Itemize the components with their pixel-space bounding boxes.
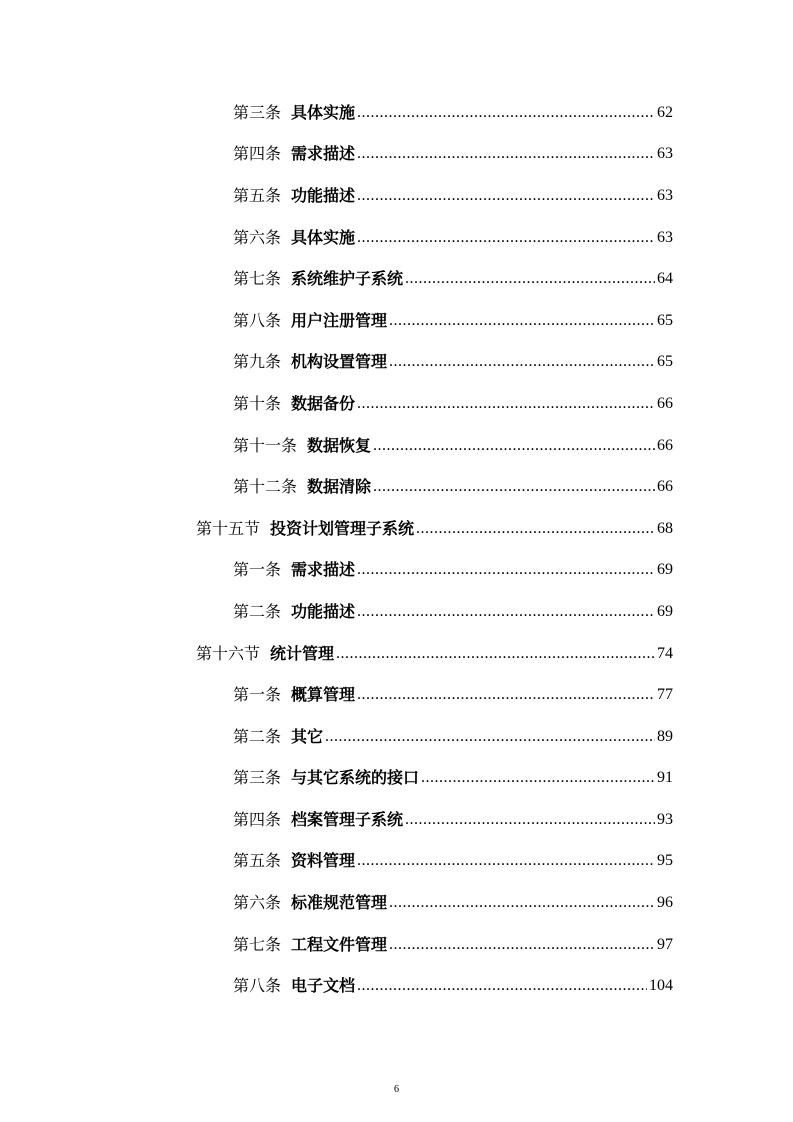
toc-article-entry[interactable] bbox=[0, 300, 673, 342]
toc-entry-title: 其它 bbox=[291, 726, 324, 746]
toc-entry-page: 91 bbox=[657, 769, 673, 787]
toc-entry-page: 66 bbox=[657, 478, 673, 496]
toc-entry-title: 功能描述 bbox=[291, 185, 356, 205]
toc-article-entry[interactable] bbox=[0, 466, 673, 508]
toc-entry-number: 第一条 bbox=[233, 685, 282, 705]
toc-article-entry[interactable] bbox=[0, 258, 673, 300]
toc-dot-leader bbox=[357, 851, 655, 871]
toc-entry-title: 需求描述 bbox=[291, 560, 356, 580]
toc-entry-number: 第八条 bbox=[233, 310, 282, 330]
toc-dot-leader bbox=[373, 477, 655, 497]
toc-article-entry[interactable] bbox=[0, 924, 673, 966]
toc-entry-page: 63 bbox=[657, 145, 673, 163]
toc-dot-leader bbox=[405, 810, 655, 830]
toc-dot-leader bbox=[373, 436, 655, 456]
toc-article-entry[interactable] bbox=[0, 425, 673, 467]
toc-entry-number: 第二条 bbox=[233, 726, 282, 746]
toc-entry-page: 93 bbox=[657, 810, 673, 828]
toc-entry-page: 74 bbox=[657, 644, 673, 662]
toc-entry-page: 69 bbox=[657, 602, 673, 620]
toc-entry-page: 89 bbox=[657, 727, 673, 745]
toc-entry-title: 数据备份 bbox=[291, 393, 356, 413]
toc-entry-title: 数据恢复 bbox=[307, 435, 372, 455]
toc-entry-page: 97 bbox=[657, 935, 673, 953]
toc-entry-page: 68 bbox=[657, 519, 673, 537]
toc-entry-number: 第十五节 bbox=[196, 518, 261, 538]
toc-dot-leader bbox=[357, 394, 655, 414]
toc-entry-number: 第七条 bbox=[233, 269, 282, 289]
toc-entry-title: 数据清除 bbox=[307, 477, 372, 497]
toc-entry-page: 63 bbox=[657, 228, 673, 246]
toc-dot-leader bbox=[416, 519, 655, 539]
toc-entry-title: 工程文件管理 bbox=[291, 934, 388, 954]
toc-entry-number: 第三条 bbox=[233, 768, 282, 788]
toc-entry-page: 95 bbox=[657, 852, 673, 870]
toc-entry-title: 与其它系统的接口 bbox=[291, 768, 420, 788]
toc-entry-title: 需求描述 bbox=[291, 144, 356, 164]
toc-entry-page: 69 bbox=[657, 561, 673, 579]
toc-dot-leader bbox=[336, 644, 655, 664]
toc-entry-title: 具体实施 bbox=[291, 227, 356, 247]
toc-entry-page: 65 bbox=[657, 353, 673, 371]
toc-dot-leader bbox=[389, 352, 655, 372]
toc-entry-number: 第十二条 bbox=[233, 477, 298, 497]
toc-article-entry[interactable] bbox=[0, 674, 673, 716]
toc-article-entry[interactable] bbox=[0, 591, 673, 633]
toc-dot-leader bbox=[389, 893, 655, 913]
toc-article-entry[interactable] bbox=[0, 799, 673, 841]
toc-dot-leader bbox=[405, 269, 655, 289]
toc-dot-leader bbox=[357, 228, 655, 248]
toc-entry-number: 第四条 bbox=[233, 809, 282, 829]
toc-article-entry[interactable] bbox=[0, 841, 673, 883]
toc-entry-number: 第三条 bbox=[233, 102, 282, 122]
toc-article-entry[interactable] bbox=[0, 383, 673, 425]
toc-dot-leader bbox=[325, 727, 655, 747]
toc-entry-title: 档案管理子系统 bbox=[291, 809, 404, 829]
toc-dot-leader bbox=[357, 976, 647, 996]
toc-entry-title: 标准规范管理 bbox=[291, 893, 388, 913]
toc-entry-title: 机构设置管理 bbox=[291, 352, 388, 372]
toc-entry-title: 资料管理 bbox=[291, 851, 356, 871]
toc-dot-leader bbox=[421, 768, 655, 788]
toc-entry-number: 第一条 bbox=[233, 560, 282, 580]
toc-article-entry[interactable] bbox=[0, 758, 673, 800]
toc-entry-page: 62 bbox=[657, 103, 673, 121]
toc-article-entry[interactable] bbox=[0, 217, 673, 259]
toc-entry-title: 功能描述 bbox=[291, 601, 356, 621]
toc-dot-leader bbox=[357, 602, 655, 622]
toc-section-entry[interactable] bbox=[0, 508, 673, 550]
toc-dot-leader bbox=[389, 935, 655, 955]
toc-dot-leader bbox=[389, 311, 655, 331]
toc-entry-number: 第二条 bbox=[233, 601, 282, 621]
toc-article-entry[interactable] bbox=[0, 92, 673, 134]
toc-entry-page: 63 bbox=[657, 186, 673, 204]
toc-entry-title: 具体实施 bbox=[291, 102, 356, 122]
toc-entry-title: 系统维护子系统 bbox=[291, 269, 404, 289]
toc-entry-number: 第十条 bbox=[233, 393, 282, 413]
toc-dot-leader bbox=[357, 144, 655, 164]
toc-article-entry[interactable] bbox=[0, 882, 673, 924]
toc-entry-title: 投资计划管理子系统 bbox=[270, 518, 415, 538]
page-number: 6 bbox=[394, 1084, 399, 1095]
toc-article-entry[interactable] bbox=[0, 342, 673, 384]
toc-entry-number: 第五条 bbox=[233, 851, 282, 871]
toc-entry-title: 电子文档 bbox=[291, 976, 356, 996]
toc-entry-number: 第七条 bbox=[233, 934, 282, 954]
toc-entry-number: 第五条 bbox=[233, 185, 282, 205]
toc-entry-page: 66 bbox=[657, 394, 673, 412]
toc-article-entry[interactable] bbox=[0, 965, 673, 1007]
toc-entry-number: 第六条 bbox=[233, 227, 282, 247]
toc-entry-number: 第九条 bbox=[233, 352, 282, 372]
toc-entry-title: 统计管理 bbox=[270, 643, 335, 663]
toc-entry-page: 96 bbox=[657, 894, 673, 912]
table-of-contents bbox=[0, 92, 793, 1007]
toc-entry-page: 66 bbox=[657, 436, 673, 454]
toc-dot-leader bbox=[357, 186, 655, 206]
toc-entry-number: 第六条 bbox=[233, 893, 282, 913]
toc-dot-leader bbox=[357, 560, 655, 580]
toc-article-entry[interactable] bbox=[0, 716, 673, 758]
toc-section-entry[interactable] bbox=[0, 633, 673, 675]
toc-entry-page: 104 bbox=[649, 977, 673, 995]
toc-dot-leader bbox=[357, 685, 655, 705]
toc-entry-number: 第十六节 bbox=[196, 643, 261, 663]
toc-entry-title: 概算管理 bbox=[291, 685, 356, 705]
toc-dot-leader bbox=[357, 103, 655, 123]
toc-article-entry[interactable] bbox=[0, 550, 673, 592]
toc-entry-page: 64 bbox=[657, 270, 673, 288]
toc-article-entry[interactable] bbox=[0, 175, 673, 217]
toc-entry-number: 第十一条 bbox=[233, 435, 298, 455]
toc-entry-page: 65 bbox=[657, 311, 673, 329]
toc-entry-number: 第四条 bbox=[233, 144, 282, 164]
toc-entry-title: 用户注册管理 bbox=[291, 310, 388, 330]
toc-entry-page: 77 bbox=[657, 686, 673, 704]
toc-entry-number: 第八条 bbox=[233, 976, 282, 996]
toc-article-entry[interactable] bbox=[0, 134, 673, 176]
